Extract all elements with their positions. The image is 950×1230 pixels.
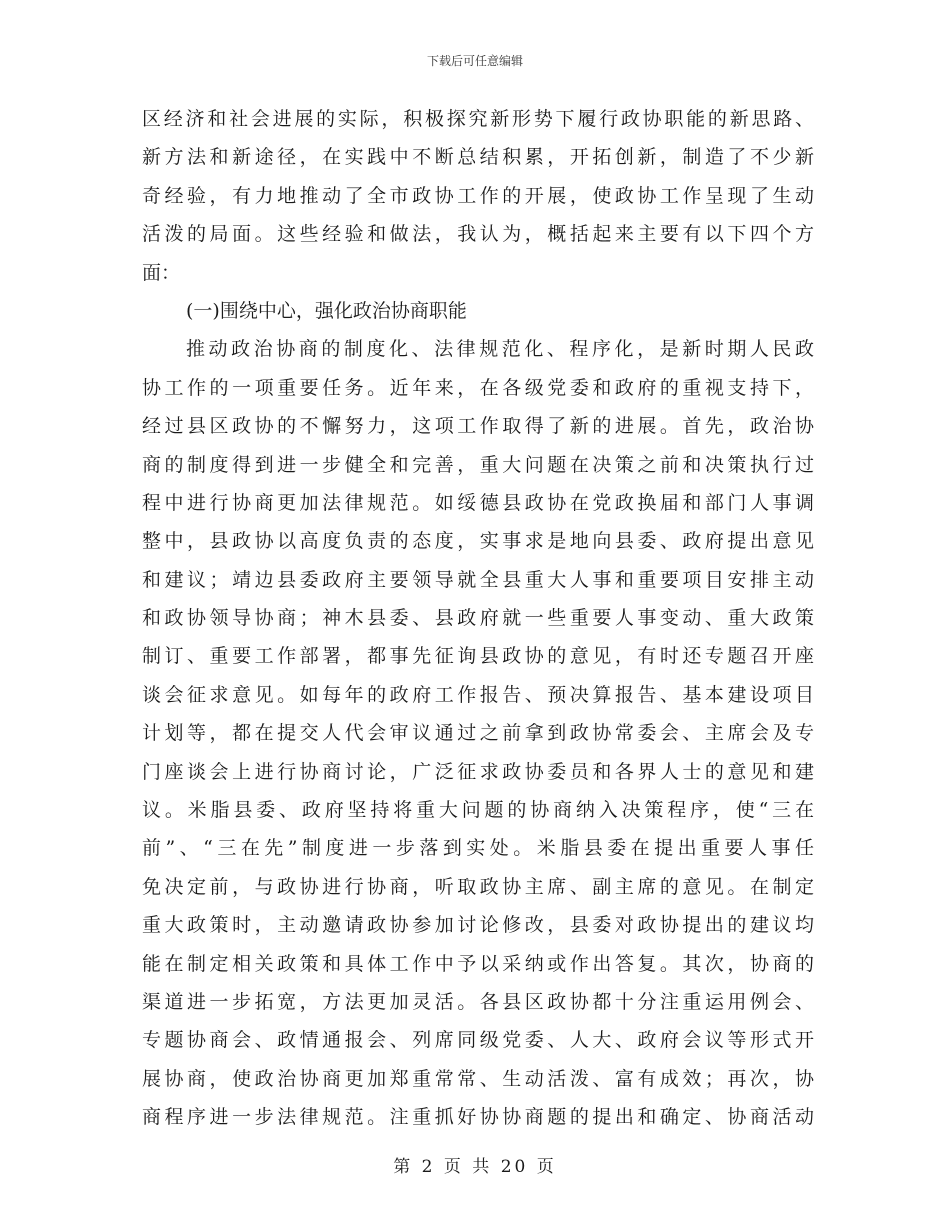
text-line: 展协商，使政治协商更加郑重常常、生动活泼、富有成效；再次，协 [142, 1067, 814, 1090]
body-text [142, 100, 814, 1137]
text-line: 免决定前，与政协进行协商，听取政协主席、副主席的意见。在制定 [142, 875, 814, 898]
page-number-footer: 第 2 页 共 20 页 [393, 1157, 557, 1177]
text-line: 商的制度得到进一步健全和完善，重大问题在决策之前和决策执行过 [142, 453, 814, 476]
text-line: 谈会征求意见。如每年的政府工作报告、预决算报告、基本建设项目 [142, 683, 814, 706]
section-heading: (一)围绕中心，强化政治协商职能 [186, 299, 467, 322]
text-line: 商程序进一步法律规范。注重抓好协协商题的提出和确定、协商活动 [142, 1106, 814, 1129]
text-line: 议。米脂县委、政府坚持将重大问题的协商纳入决策程序，使“三在 [142, 799, 814, 822]
text-line: 计划等，都在提交人代会审议通过之前拿到政协常委会、主席会及专 [142, 722, 814, 745]
text-line: 奇经验，有力地推动了全市政协工作的开展，使政协工作呈现了生动 [142, 184, 814, 207]
text-line: 能在制定相关政策和具体工作中予以采纳或作出答复。其次，协商的 [142, 952, 814, 975]
text-line: 专题协商会、政情通报会、列席同级党委、人大、政府会议等形式开 [142, 1029, 814, 1052]
text-line: 程中进行协商更加法律规范。如绥德县政协在党政换届和部门人事调 [142, 491, 814, 514]
text-line: 和建议；靖边县委政府主要领导就全县重大人事和重要项目安排主动 [142, 568, 814, 591]
text-line: 门座谈会上进行协商讨论，广泛征求政协委员和各界人士的意见和建 [142, 760, 814, 783]
text-line: 面： [142, 261, 181, 284]
text-line: 活泼的局面。这些经验和做法，我认为，概括起来主要有以下四个方 [142, 223, 814, 246]
text-line: 渠道进一步拓宽，方法更加灵活。各县区政协都十分注重运用例会、 [142, 990, 814, 1013]
text-line: 和政协领导协商；神木县委、县政府就一些重要人事变动、重大政策 [142, 607, 814, 630]
text-line: 前”、“三在先”制度进一步落到实处。米脂县委在提出重要人事任 [142, 837, 814, 860]
text-line: 制订、重要工作部署，都事先征询县政协的意见，有时还专题召开座 [142, 645, 814, 668]
text-line: 重大政策时，主动邀请政协参加讨论修改，县委对政协提出的建议均 [142, 914, 814, 937]
text-line: 经过县区政协的不懈努力，这项工作取得了新的进展。首先，政治协 [142, 415, 814, 438]
text-line: 新方法和新途径，在实践中不断总结积累，开拓创新，制造了不少新 [142, 146, 814, 169]
page-header: 下载后可任意编辑 [426, 54, 523, 68]
text-line: 整中，县政协以高度负责的态度，实事求是地向县委、政府提出意见 [142, 530, 814, 553]
text-line: 推动政治协商的制度化、法律规范化、程序化，是新时期人民政 [186, 338, 814, 361]
text-line: 协工作的一项重要任务。近年来，在各级党委和政府的重视支持下， [142, 376, 814, 399]
text-line: 区经济和社会进展的实际，积极探究新形势下履行政协职能的新思路、 [142, 108, 814, 130]
